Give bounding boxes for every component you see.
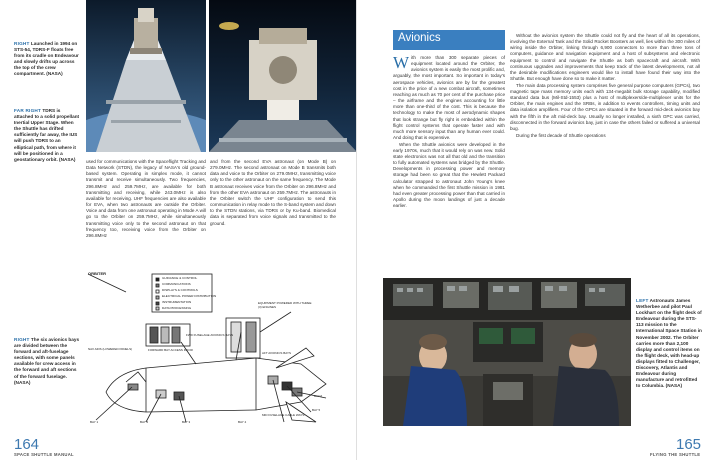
diagram-label-fwd-bay-door: FORWARD BAY ACCESS DOOR bbox=[148, 348, 193, 352]
legend-item: DATA PROCESSING bbox=[162, 305, 192, 310]
caption-tag: FAR RIGHT bbox=[14, 108, 42, 113]
left-page bbox=[0, 0, 357, 460]
drop-cap: W bbox=[393, 53, 410, 72]
caption-tdrs-ius bbox=[14, 108, 80, 163]
caption-text: The six avionics bays are divided between the forward and aft-fuselage sections, with some panels available for crew access in the forward and aft sections of the forward fuselage. (NASA) bbox=[14, 337, 80, 385]
diagram-label-bay-6: BAY 6 bbox=[314, 394, 323, 398]
caption-text: TDRS is attached to a solid propellant Inertial Upper Stage. When the Shuttle has drifted sufficiently far away, the IUS will push TDRS to an elliptical path, from where it will be positioned in a geostationary orbit. (NASA) bbox=[14, 108, 80, 162]
caption-text: Launched in 1994 on STS-54, TDRS-F floats free from its cradle on Endeavour and slowly drifts up across the top of the crew compartment. (NASA) bbox=[14, 41, 79, 77]
diagram-label-bay-2: BAY 2 bbox=[140, 420, 149, 424]
caption-tag: RIGHT bbox=[14, 41, 30, 46]
diagram-label-aft-bays: AFT AVIONICS BAYS bbox=[262, 351, 292, 355]
photo-flight-deck-astronauts bbox=[383, 278, 631, 426]
body-paragraph bbox=[393, 55, 505, 141]
diagram-label-bay-3: BAY 3 bbox=[182, 420, 191, 424]
photo-tdrs-ius bbox=[209, 0, 357, 152]
diagram-legend bbox=[162, 276, 222, 311]
section-title: Avionics bbox=[398, 32, 441, 44]
page-number-right: 165 bbox=[676, 436, 702, 453]
body-paragraph: When the Shuttle avionics were developed in the early 1970s, much that it would rely on was new. Solid state electronics was not all that old and the transition to fully automated systems was bridged by the Shuttle. Developments in processing power and memory storage had been so great that the Hewlett Packard calculator strapped to astronaut John Young's knee when he commanded the first Shuttle mission in 1981 had even greater processing power than that carried in Apollo during the moon landings of just a decade earlier. bbox=[393, 141, 505, 209]
diagram-label-equipment: EQUIPMENT POWERED WITH THREE (3) ENGINES bbox=[258, 301, 312, 309]
diagram-label-fwd-fuselage: FWD FUSELAGE AVIONICS BAYS bbox=[186, 333, 234, 337]
body-paragraph: and from the second EVA astronaut (on Mode B) on 279.0MHz. The second astronaut on Mode B transmits both data and voice to the Orbiter on 279.0MHz, transmitting voice only to the other astronaut on the same frequency. The Mode B astronaut receives voice from the Orbiter on 296.8MHz and from the other EVA astronaut on 259.7MHz. The astronauts in the Orbiter switch the UHF configuration to send this communication in relay mode to the S-band system and down to the STDN stations, via TDRS or by Ku-band. Biomedical data is separated from voice signals and transmitted to the ground. bbox=[210, 159, 336, 226]
body-column-1 bbox=[86, 159, 206, 240]
page-number-left: 164 bbox=[14, 436, 40, 453]
caption-text: Astronauts James Wetherbee and pilot Paul Lockhart on the flight deck of Endeavour during the STS-113 mission to the International Space Station in November 2002. The Orbiter carries more than 2,100 display and control items on the flight deck, with head-up displays fitted to Challenger, Discovery, Atlantis and Endeavour during manufacture and retrofitted to Columbia. (NASA) bbox=[636, 298, 702, 389]
caption-flight-deck bbox=[636, 298, 702, 389]
section-title-bar bbox=[393, 30, 505, 50]
diagram-label-nav-aids: NAV AIDS (LOWERED PANELS) bbox=[88, 347, 133, 351]
body-paragraph: used for communications with the Spaceflight Tracking and Data Network (STDN), the legacy of NASA's old ground-based system. Operating in simplex mode, it cannot transmit and receive simultaneously. Two frequencies, 296.8MHz and 259.7MHz, are available for both transmitting and receiving, while 243.0MHz is also available for receiving. UHF frequencies are also available for EVA, when two astronauts are outside the Orbiter. Voice and data from one astronaut operating in Mode A will go to the Orbiter on 259.7MHz, while simultaneously transmitting voice only to the second astronaut on that frequency too, receiving voice from the Orbiter on 296.8MHz bbox=[86, 159, 206, 238]
avionics-bays-diagram bbox=[86, 272, 331, 428]
diagram-label-bay-5: BAY 5 bbox=[312, 408, 321, 412]
body-paragraph: During the first decade of Shuttle operations bbox=[516, 132, 606, 138]
diagram-label-bay-4: BAY 4 bbox=[238, 420, 247, 424]
right-body-column-2 bbox=[510, 33, 700, 139]
body-paragraph: Without the avionics system the Shuttle could not fly and the heart of all its operations, involving the External Tank and the Solid Rocket Boosters as well, lies within the 300 miles of wiring inside the Orbiter, linking through 6,900 connectors to more than three tons of computers, guidance and navigation equipment and a host of subsystems and electronic equipment to control and navigate the Shuttle as both spacecraft and aircraft. With continuous upgrades and improvements that keep track of the latest developments, not all the desirable modifications engineers would like to install have found their way into the Shuttle. But enough have done so to make it matter. bbox=[510, 33, 700, 82]
photo-tdrs-payload-bay bbox=[86, 0, 206, 152]
body-column-2 bbox=[210, 159, 336, 227]
caption-tag: RIGHT bbox=[14, 337, 30, 342]
running-head-right: FLYING THE SHUTTLE bbox=[650, 452, 701, 457]
legend-item: COMMUNICATIONS bbox=[162, 281, 191, 286]
legend-item: GUIDANCE & CONTROL bbox=[162, 276, 198, 280]
legend-item: ELECTRICAL POWER DISTRIBUTION bbox=[162, 293, 217, 298]
caption-avionics-bays bbox=[14, 337, 80, 386]
body-paragraph: The main data processing system comprises five general purpose computers (GPCs), two magnetic tape mass memory units each with 134-megabit bulk storage capability, modified standard data bus (Mil-Std-1553) plus a host of multiplexers/de-multiplexer units for the Orbiter, the main engines and the SRBs, in addition to events controllers, timing units and data isolation amplifiers. Four of the GPCs are situated in the forward mid-deck avionics bay with the fifth in the aft mid-deck bay. Usually no longer installed, a sixth GPC was carried, disconnected in the forward avionics bay, just in case the others failed or suffered a universal bug. bbox=[510, 82, 700, 131]
running-head-left: SPACE SHUTTLE MANUAL bbox=[14, 452, 74, 457]
legend-item: DISPLAYS & CONTROLS bbox=[162, 287, 198, 292]
diagram-label-bay-1: BAY 1 bbox=[90, 420, 99, 424]
diagram-label-mid-fuselage: MID FUSELAGE CABLE WAYS bbox=[262, 413, 305, 417]
caption-tag: LEFT bbox=[636, 298, 649, 303]
caption-tdrs-launch bbox=[14, 41, 80, 78]
legend-item: INSTRUMENTATION bbox=[162, 299, 192, 304]
right-body-column-1 bbox=[393, 55, 505, 210]
body-paragraph-text: ith more than 300 separate pieces of equipment located around the Orbiter, the avionics system is easily the most prolific and, arguably, the most important. So important in today's aerospace vehicles, avionics are by far the greatest cost in the price of a new combat aircraft, sometimes reaching as much as 70 per cent of the purchase price – the airframe and the engines accounting for little more than one-third of the cost. This is because the technology to make the most of aerodynamic shapes that look strange but fly right is embedded within the flight control systems that operate faster and with much more sensory input than any human ever could. And doing that is expensive. bbox=[393, 55, 505, 141]
diagram-label-orbiter: ORBITER bbox=[88, 271, 106, 276]
